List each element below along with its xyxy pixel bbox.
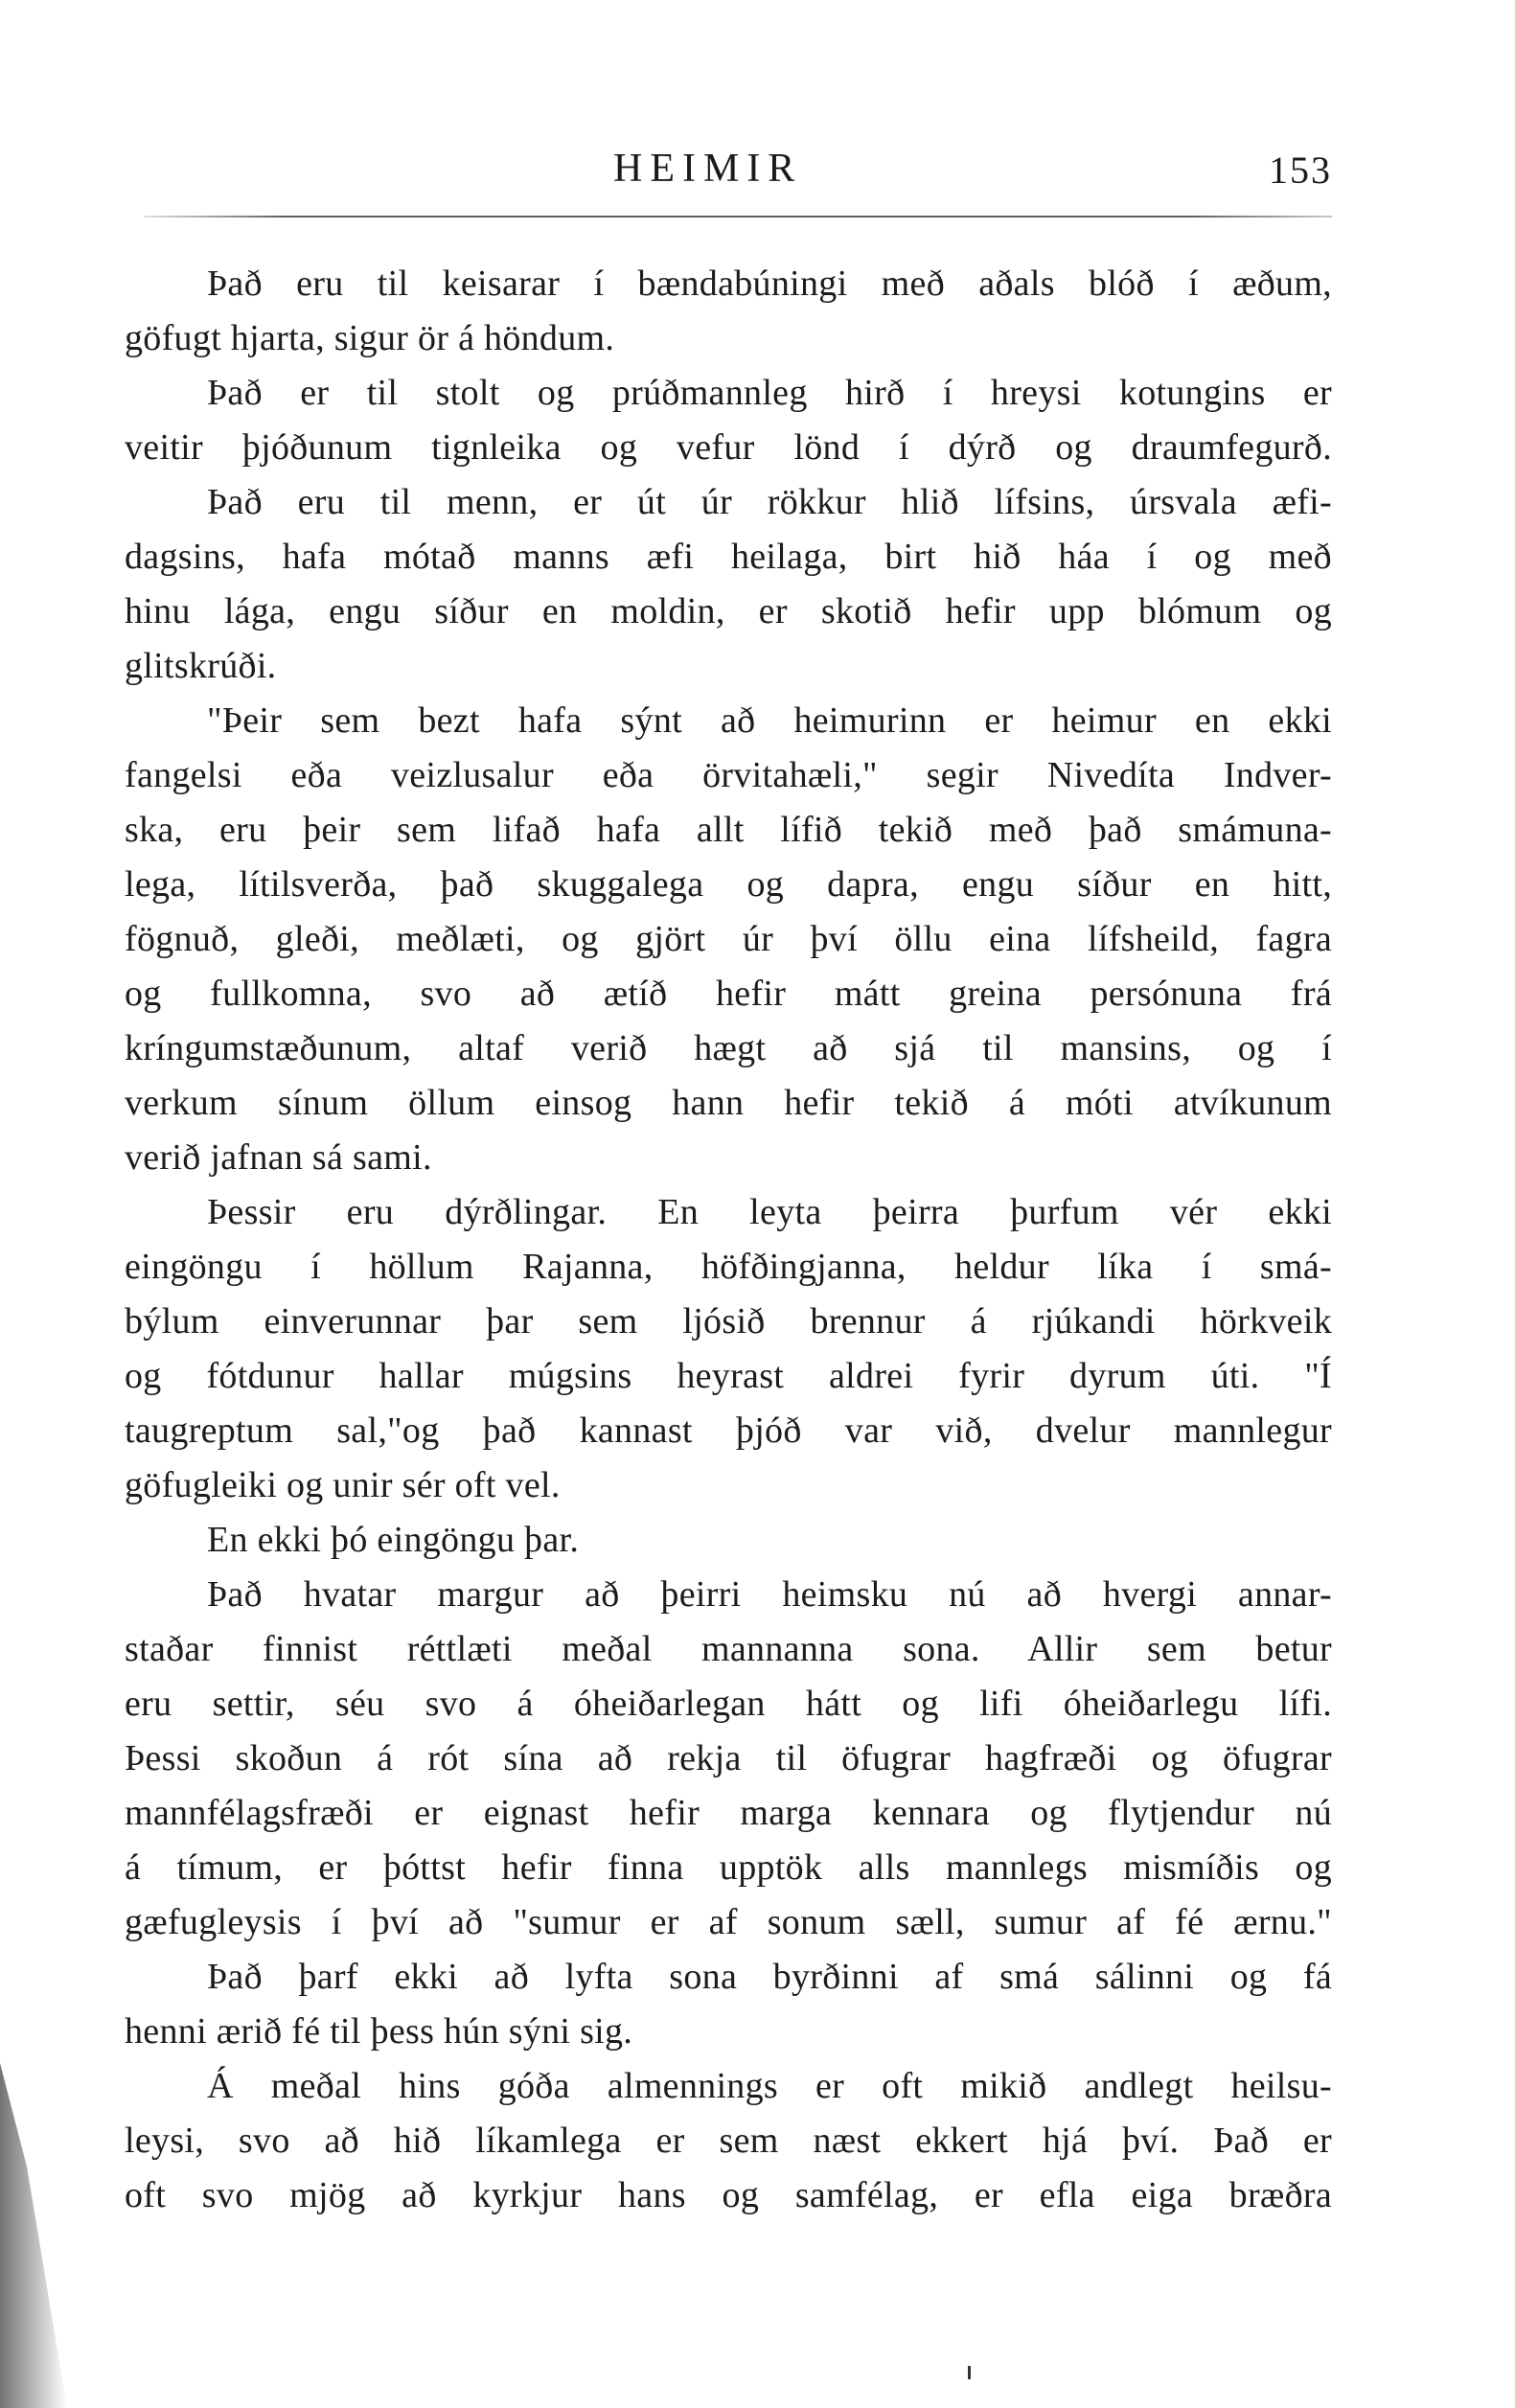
- text-line: taugreptum sal,"og það kannast þjóð var við, dvelur mannlegur: [125, 1410, 1332, 1451]
- text-line: kríngumstæðunum, altaf verið hægt að sjá til mansins, og í: [125, 1028, 1332, 1068]
- text-line: og fótdunur hallar múgsins heyrast aldrei fyrir dyrum úti. "Í: [125, 1356, 1332, 1396]
- text-line: dagsins, hafa mótað manns æfi heilaga, birt hið háa í og með: [125, 537, 1332, 577]
- text-line: Það hvatar margur að þeirri heimsku nú að hvergi annar-: [207, 1574, 1332, 1615]
- text-line: Á meðal hins góða almennings er oft mikið andlegt heilsu-: [207, 2066, 1332, 2106]
- text-line: staðar finnist réttlæti meðal mannanna sona. Allir sem betur: [125, 1629, 1332, 1669]
- running-header: [182, 146, 1332, 203]
- text-line: fögnuð, gleði, meðlæti, og gjört úr því öllu eina lífsheild, fagra: [125, 919, 1332, 959]
- text-line: og fullkomna, svo að ætíð hefir mátt greina persónuna frá: [125, 974, 1332, 1014]
- text-line: verkum sínum öllum einsog hann hefir tekið á móti atvíkunum: [125, 1083, 1332, 1123]
- text-line: göfugt hjarta, sigur ör á höndum.: [125, 318, 615, 358]
- text-line: gæfugleysis í því að "sumur er af sonum sæll, sumur af fé ærnu.": [125, 1902, 1332, 1942]
- text-line: eru settir, séu svo á óheiðarlegan hátt og lifi óheiðarlegu lífi.: [125, 1684, 1332, 1724]
- text-line: býlum einverunnar þar sem ljósið brennur á rjúkandi hörkveik: [125, 1301, 1332, 1342]
- text-line: lega, lítilsverða, það skuggalega og dapra, engu síður en hitt,: [125, 864, 1332, 905]
- text-line: Það þarf ekki að lyfta sona byrðinni af smá sálinni og fá: [207, 1957, 1332, 1997]
- text-line: henni ærið fé til þess hún sýni sig.: [125, 2011, 633, 2052]
- text-line: fangelsi eða veizlusalur eða örvitahæli," segir Nivedíta Indver-: [125, 755, 1332, 795]
- text-line: leysi, svo að hið líkamlega er sem næst ekkert hjá því. Það er: [125, 2121, 1332, 2161]
- text-line: glitskrúði.: [125, 646, 277, 686]
- text-line: Það eru til menn, er út úr rökkur hlið lífsins, úrsvala æfi-: [207, 482, 1332, 522]
- header-rule: [144, 216, 1332, 218]
- text-line: veitir þjóðunum tignleika og vefur lönd í dýrð og draumfegurð.: [125, 427, 1332, 468]
- page-edge-shadow: [0, 2063, 67, 2408]
- text-line: göfugleiki og unir sér oft vel.: [125, 1465, 561, 1505]
- text-line: Þessi skoðun á rót sína að rekja til öfugrar hagfræði og öfugrar: [125, 1738, 1332, 1778]
- text-line: Þessir eru dýrðlingar. En leyta þeirra þurfum vér ekki: [207, 1192, 1332, 1232]
- text-line: mannfélagsfræði er eignast hefir marga kennara og flytjendur nú: [125, 1793, 1332, 1833]
- text-line: En ekki þó eingöngu þar.: [207, 1520, 580, 1560]
- text-line: verið jafnan sá sami.: [125, 1137, 432, 1178]
- page-number: 153: [1269, 149, 1332, 192]
- text-line: eingöngu í höllum Rajanna, höfðingjanna, heldur líka í smá-: [125, 1247, 1332, 1287]
- text-line: hinu lága, engu síður en moldin, er skotið hefir upp blómum og: [125, 591, 1332, 631]
- text-line: "Þeir sem bezt hafa sýnt að heimurinn er heimur en ekki: [207, 700, 1332, 741]
- text-line: Það er til stolt og prúðmannleg hirð í hreysi kotungins er: [207, 373, 1332, 413]
- body-text: [125, 257, 1332, 2223]
- text-line: Það eru til keisarar í bændabúningi með aðals blóð í æðum,: [207, 264, 1332, 304]
- print-speck: [968, 2366, 971, 2379]
- text-line: ska, eru þeir sem lifað hafa allt lífið tekið með það smámuna-: [125, 810, 1332, 850]
- text-line: á tímum, er þóttst hefir finna upptök alls mannlegs mismíðis og: [125, 1847, 1332, 1888]
- text-line: oft svo mjög að kyrkjur hans og samfélag, er efla eiga bræðra: [125, 2175, 1332, 2215]
- running-title: HEIMIR: [613, 147, 803, 191]
